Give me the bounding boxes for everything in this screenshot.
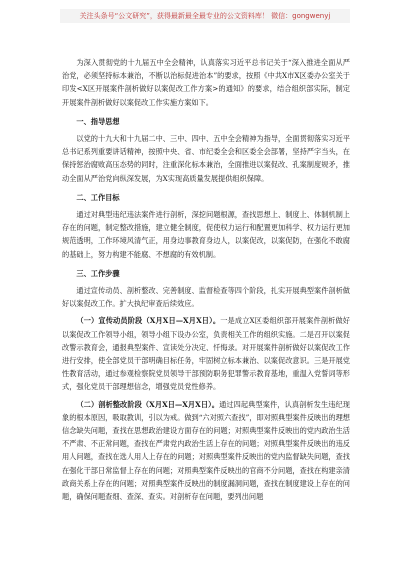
stage-analysis-text: 通过四起典型案件，认真剖析发生违纪现象的根本原因，吸取教训，引以为戒。做到“六对照六查找”，即对照典型案件反映出的理想信念缺失问题，查找在思想政治建设方面存在的问题；对照典型案件反映出的党内政治生活不严肃、不正常问题，查找在严肃党内政治生活上存在的问题；对照典型案件反映出的违反用人问题，查找在选人用人上存在的问题；对照典型案件反映出的党内监督缺失问题，查找在强化干部日常监督上存在的问题；对照典型案件反映出的官商不分问题，查找在构建亲清政商关系上存在的问题；对照典型案件反映出的制度漏洞问题，查找在制度建设上存在的问题，确保问题查细、查深、查实。对剖析存在问题，要列出问题 bbox=[62, 399, 350, 502]
work-steps-paragraph: 通过宣传动员、剖析整改、完善制度、监督检查等四个阶段，扎实开展典型案件剖析做好以案促改工作。扩大执纪审查后续效应。 bbox=[62, 286, 350, 309]
guiding-ideology-paragraph: 以党的十九大和十九届二中、三中、四中、五中全会精神为指导，全面贯彻落实习近平总书记系列重要讲话精神，按照中央、省、市纪委全会和区委全会部署，坚持严字当头，在保持惩治腐败高压态势的同时，注重深化标本兼治，全面推进以案促改、孔案制度规矛，推动全面从严治党向纵深发展，为X实现高质量发展提供组织保障。 bbox=[62, 134, 350, 183]
section-heading-work-goals: 二、工作目标 bbox=[76, 192, 120, 202]
stage-mobilization bbox=[62, 314, 350, 393]
stage-analysis-label: （二）剖析整改阶段（X月X日—X月X日）。 bbox=[76, 399, 220, 409]
header-banner: 关注头条号“公文研究”，获得最新最全最专业的公文资料库！ 微信：gongwenyj bbox=[60, 9, 350, 23]
stage-mobilization-label: （一）宣传动员阶段（X月X日—X月X日）。 bbox=[76, 316, 221, 326]
stage-analysis bbox=[62, 398, 350, 504]
stage-mobilization-text: 一是成立X区委组织部开展案件剖析做好以案促改工作领导小组，领导小组下设办公室，负责相关工作的组织实施。二是召开以案促改警示教育会，通报典型案件、宣读处分决定、忏悔录。对开展案件剖析做好以案促改工作进行安排，使全部党员干部明确目标任务，牢固树立标本兼治、以案促改意识。三是开展党性教育活动，通过参观检察院党员领导干部预防职务犯罪警示教育基地，重温入党誓词等形式，强化党员干部理想信念，增强党员党性修养。 bbox=[62, 316, 350, 392]
section-heading-work-steps: 三、工作步骤 bbox=[76, 268, 120, 278]
section-heading-guiding-ideology: 一、指导思想 bbox=[76, 116, 120, 126]
intro-paragraph: 为深入贯彻党的十九届五中全会精神，认真落实习近平总书记关于“深入推进全面从严治党，必须坚持标本兼治，不断以治标促进治本”的要求，按照《中共X市X区委办公室关于印发<X区开展案件剖析做好以案促改工作方案>的通知》的要求，结合组织部实际，制定开展案件剖析做好以案促改工作实施方案如下。 bbox=[62, 58, 350, 107]
work-goals-paragraph: 通过对典型违纪违法案件进行剖析，深挖问题根源，查找思想上、制度上、体制机制上存在的问题，制定整改措施，建立健全制度，促使权力运行和配置更加科学、权力运行更加规范透明，工作环境风清气正，用身边事教育身边人，以案促改，以案促防，在强化不敢腐的基础上，努力构建不能腐、不想腐的有效机制。 bbox=[62, 210, 350, 259]
document-body bbox=[62, 56, 350, 503]
